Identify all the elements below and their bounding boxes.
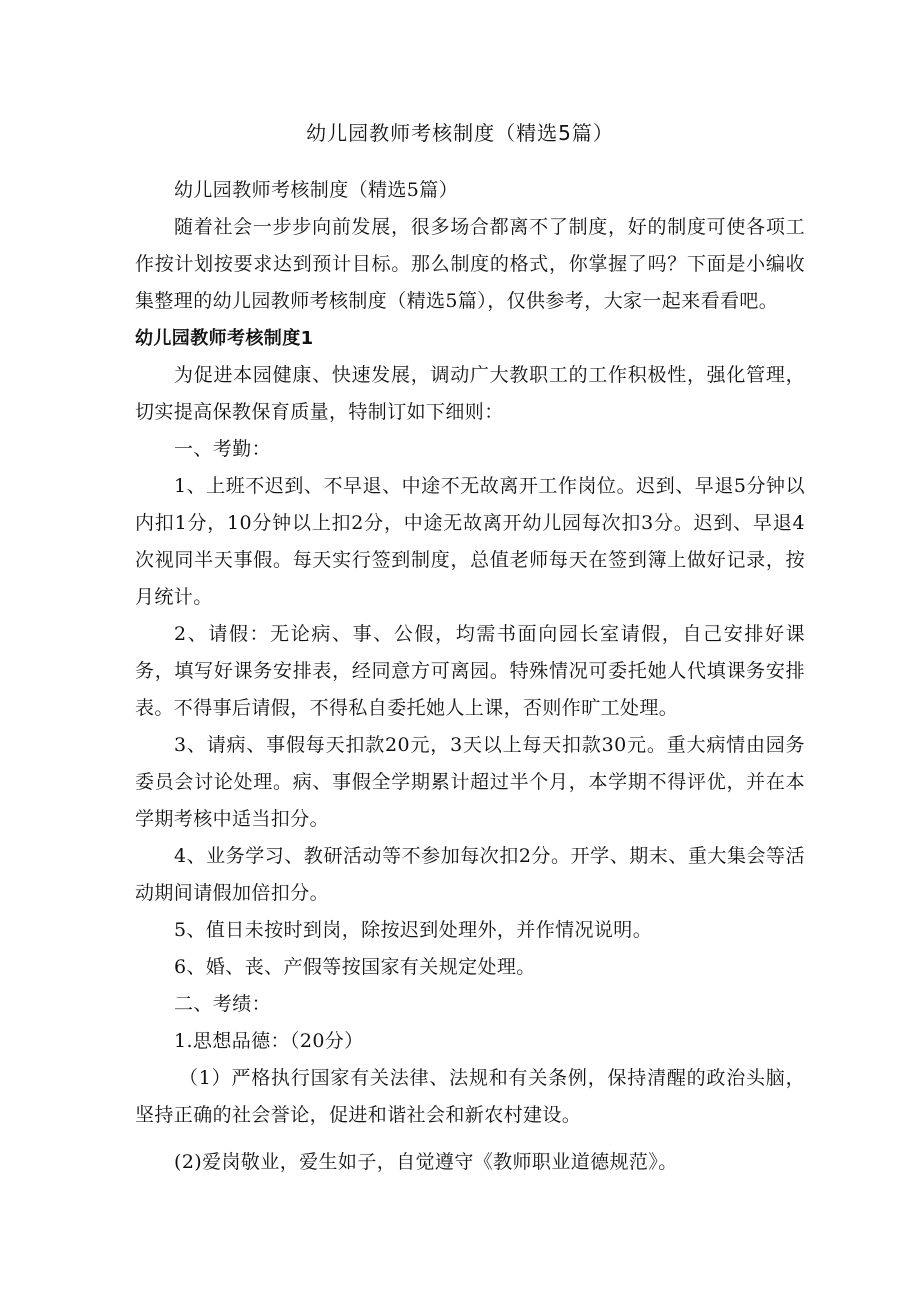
document-title: 幼儿园教师考核制度（精选5篇）	[306, 121, 614, 145]
performance-subitem-2: (2)爱岗敬业，爱生如子，自觉遵守《教师职业道德规范》。	[174, 1151, 678, 1173]
attendance-item-4: 4、业务学习、教研活动等不参加每次扣2分。开学、期末、重大集会等活动期间请假加倍扣分。	[135, 845, 805, 904]
attendance-item-1: 1、上班不迟到、不早退、中途不无故离开工作岗位。迟到、早退5分钟以内扣1分，10分钟以上扣2分，中途无故离开幼儿园每次扣3分。迟到、早退4次视同半天事假。每天实行签到制度，总值老师每天在签到簿上做好记录，按月统计。	[135, 475, 805, 608]
intro-subtitle: 幼儿园教师考核制度（精选5篇）	[174, 179, 459, 201]
intro-paragraph: 随着社会一步步向前发展，很多场合都离不了制度，好的制度可使各项工作按计划按要求达到预计目标。那么制度的格式，你掌握了吗？下面是小编收集整理的幼儿园教师考核制度（精选5篇），仅供参考，大家一起来看看吧。	[135, 216, 805, 312]
performance-item-1: 1.思想品德：（20分）	[174, 1030, 364, 1052]
attendance-item-3: 3、请病、事假每天扣款20元，3天以上每天扣款30元。重大病情由园务委员会讨论处理。病、事假全学期累计超过半个月，本学期不得评优，并在本学期考核中适当扣分。	[135, 734, 805, 830]
subsection-performance: 二、考绩：	[174, 993, 272, 1015]
attendance-item-6: 6、婚、丧、产假等按国家有关规定处理。	[174, 956, 536, 978]
attendance-item-5: 5、值日未按时到岗，除按迟到处理外，并作情况说明。	[174, 919, 653, 941]
section-intro: 为促进本园健康、快速发展，调动广大教职工的工作积极性，强化管理，切实提高保教保育质量，特制订如下细则：	[135, 364, 805, 423]
section-heading: 幼儿园教师考核制度1	[135, 328, 314, 349]
subsection-attendance: 一、考勤：	[174, 438, 272, 460]
document-body	[135, 172, 805, 1181]
performance-subitem-1: （1）严格执行国家有关法律、法规和有关条例，保持清醒的政治头脑，坚持正确的社会誉论，促进和谐社会和新农村建设。	[135, 1067, 805, 1126]
attendance-item-2: 2、请假：无论病、事、公假，均需书面向园长室请假，自己安排好课务，填写好课务安排表，经同意方可离园。特殊情况可委托她人代填课务安排表。不得事后请假，不得私自委托她人上课，否则作旷工处理。	[135, 623, 805, 719]
